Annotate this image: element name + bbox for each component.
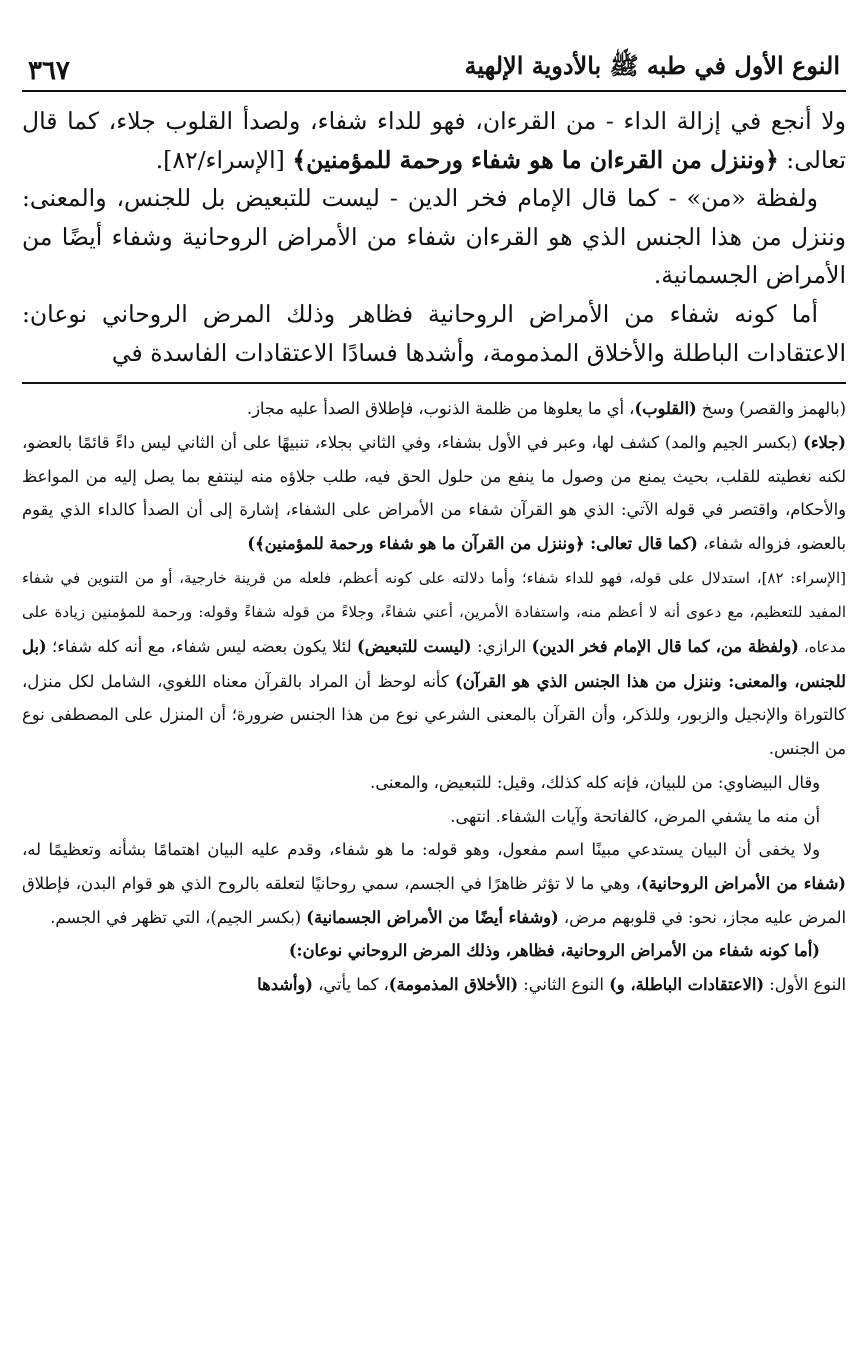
footnote-divider [22,382,846,384]
commentary-paragraph-3: [الإسراء: ٨٢]، استدلال على قوله، فهو للداء شفاء؛ وأما دلالته على كونه أعظم، فلعله من قرينة خارجية، أو من التنوين في شفاء المفيد للتعظيم، مع دعوى أنه لا أعظم منه، واستفادة الأمرين، أعني شفاءً، وجلاءً من قوله شفاءً وقوله: ورحمة للمؤمنين زيادة على مدعاه، (ولفظة من، كما قال الإمام فخر الدين) الرازي: (ليست للتبعيض) لئلا يكون بعضه ليس شفاء، مع أنه كله شفاء؛ (بل للجنس، والمعنى: وننزل من هذا الجنس الذي هو القرآن) كأنه لوحظ أن المراد بالقرآن معناه اللغوي، الشامل لكل منزل، كالتوراة والإنجيل والزبور، وللذكر، وأن القرآن بالمعنى الشرعي نوع من هذا الجنس ضرورة؛ أن المنزل على المصطفى نوع من الجنس. [22,568,846,759]
commentary-text [22,392,846,1002]
quran-verse: ﴿وننزل من القرءان ما هو شفاء ورحمة للمؤمنين﴾ [292,145,779,174]
verse-reference: [الإسراء/٨٢]. [155,145,293,174]
commentary-paragraph-1: (بالهمز والقصر) وسخ (القلوب)، أي ما يعلوها من ظلمة الذنوب، فإطلاق الصدأ عليه مجاز. [246,399,846,419]
commentary-paragraph-4: وقال البيضاوي: من للبيان، فإنه كله كذلك، وقيل: للتبعيض، والمعنى. [370,772,820,792]
quran-verse-quote: (كما قال تعالى: ﴿وننزل من القرآن ما هو شفاء ورحمة للمؤمنين﴾) [247,533,698,553]
main-paragraph-1: ولا أنجع في إزالة الداء - من القرءان، فهو للداء شفاء، ولصدأ القلوب جلاء، كما قال تعالى: ﴿وننزل من القرءان ما هو شفاء ورحمة للمؤمنين﴾ [الإسراء/٨٢]. [22,107,846,174]
header-title: النوع الأول في طبه ﷺ بالأدوية الإلهية [464,51,840,80]
commentary-paragraph-7: (أما كونه شفاء من الأمراض الروحانية، فظاهر، وذلك المرض الروحاني نوعان:) [288,941,820,961]
commentary-paragraph-6: ولا يخفى أن البيان يستدعي مبينًا اسم مفعول، وهو قوله: ما هو شفاء، وقدم عليه البيان اهتمامًا بشأنه وتعظيمًا له، (شفاء من الأمراض الروحانية)، وهي ما لا تؤثر ظاهرًا في الجسم، سمي روحانيًا لتعلقه بالروح الذي هو قوام البدن، فإطلاق المرض عليه مجاز، نحو: في قلوبهم مرض، (وشفاء أيضًا من الأمراض الجسمانية) (بكسر الجيم)، التي تظهر في الجسم. [22,840,846,927]
page-number: ٣٦٧ [28,56,70,86]
main-paragraph-3: أما كونه شفاء من الأمراض الروحانية فظاهر وذلك المرض الروحاني نوعان: الاعتقادات الباطلة والأخلاق المذمومة، وأشدها فسادًا الاعتقادات الفاسدة في [22,299,846,367]
main-paragraph-2: ولفظة «من» - كما قال الإمام فخر الدين - ليست للتبعيض بل للجنس، والمعنى: وننزل من هذا الجنس الذي هو القرءان شفاء من الأمراض الروحانية وشفاء أيضًا من الأمراض الجسمانية. [22,184,846,290]
commentary-paragraph-5: أن منه ما يشفي المرض، كالفاتحة وآيات الشفاء. انتهى. [450,806,820,826]
commentary-paragraph-2: (جلاء) (بكسر الجيم والمد) كشف لها، وعبر في الأول بشفاء، وفي الثاني بجلاء، تنبيهًا على أن الثاني ليس داءً قائمًا بالعضو، لكنه نغطيته للقلب، بحيث يمنع من وصول ما ينفع من حلول الحق فيه، طلب جلاؤه منه لينتفع بما يصل إليه من المواعظ والأحكام، واقتصر في قوله الآتي: الذي هو القرآن شفاء من الأمراض على الشفاء، إشارة إلى أن الصدأ كالداء الذي يقوم بالعضو، فزواله شفاء، (كما قال تعالى: ﴿وننزل من القرآن ما هو شفاء ورحمة للمؤمنين﴾) [22,432,846,553]
commentary-paragraph-8: النوع الأول: (الاعتقادات الباطلة، و) النوع الثاني: (الأخلاق المذمومة)، كما يأتي، (وأشدها [257,975,846,995]
main-text [22,102,846,372]
running-header [22,48,846,92]
book-page [22,48,846,1002]
